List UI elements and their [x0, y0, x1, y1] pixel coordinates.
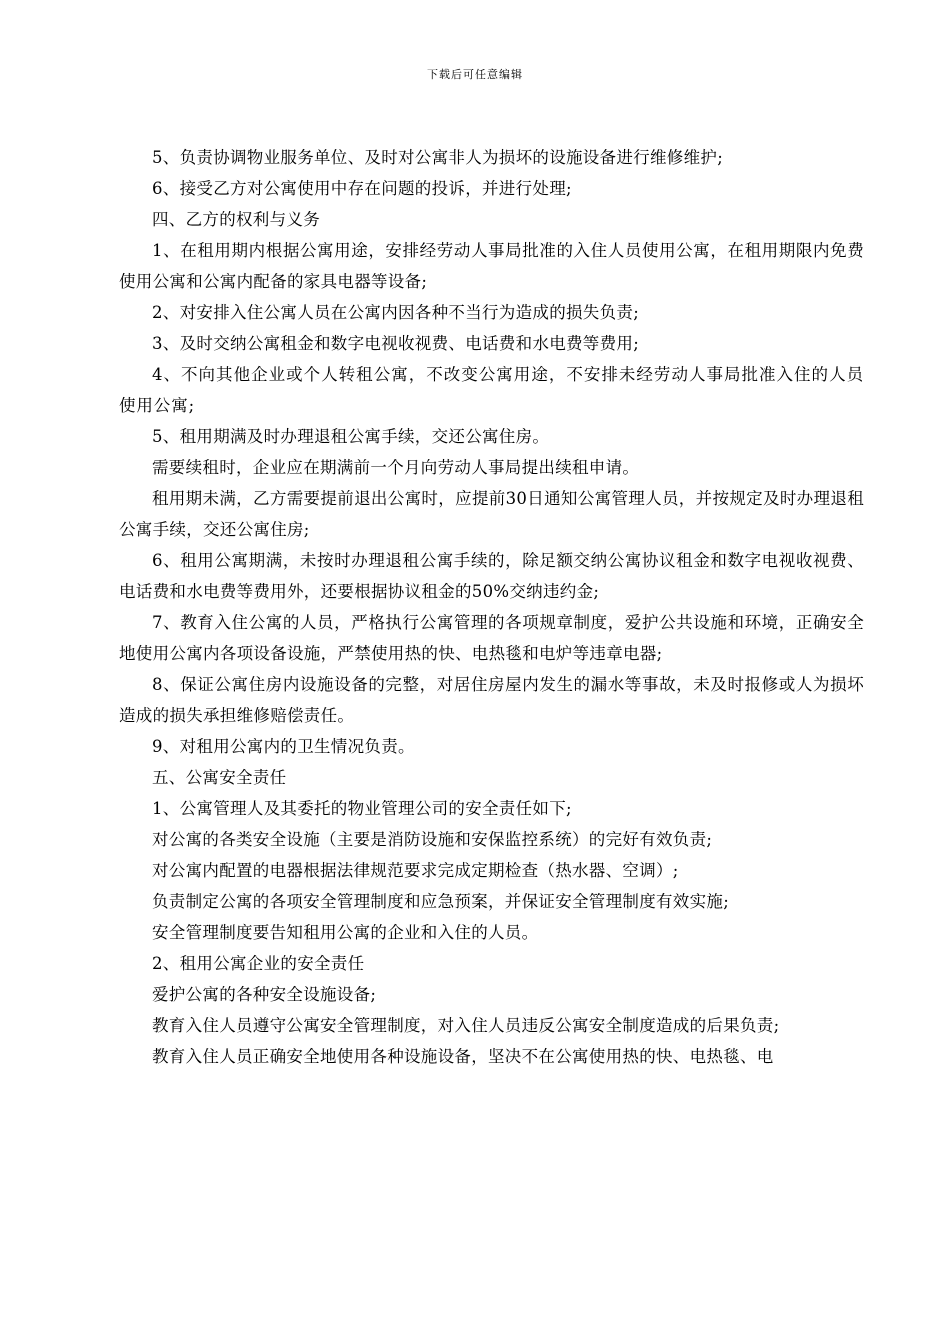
paragraph-16: 1、公寓管理人及其委托的物业管理公司的安全责任如下;: [152, 799, 572, 818]
page-header: 下载后可任意编辑: [427, 68, 523, 81]
paragraph-21: 2、租用公寓企业的安全责任: [152, 954, 365, 973]
paragraph-9: 需要续租时，企业应在期满前一个月向劳动人事局提出续租申请。: [152, 458, 640, 477]
document-body: [119, 142, 864, 1072]
paragraph-13: 8、保证公寓住房内设施设备的完整，对居住房屋内发生的漏水等事故，未及时报修或人为损坏造成的损失承担维修赔偿责任。: [119, 675, 864, 725]
paragraph-1: 5、负责协调物业服务单位、及时对公寓非人为损坏的设施设备进行维修维护;: [152, 148, 724, 167]
paragraph-17: 对公寓的各类安全设施（主要是消防设施和安保监控系统）的完好有效负责;: [152, 830, 713, 849]
paragraph-22: 爱护公寓的各种安全设施设备;: [152, 985, 377, 1004]
section-heading-4: 四、乙方的权利与义务: [152, 210, 320, 229]
paragraph-6: 3、及时交纳公寓租金和数字电视收视费、电话费和水电费等费用;: [152, 334, 640, 353]
paragraph-10: 租用期未满，乙方需要提前退出公寓时，应提前30日通知公寓管理人员，并按规定及时办理退租公寓手续，交还公寓住房;: [119, 489, 864, 539]
paragraph-4: 1、在租用期内根据公寓用途，安排经劳动人事局批准的入住人员使用公寓，在租用期限内免费使用公寓和公寓内配备的家具电器等设备;: [119, 241, 864, 291]
paragraph-7: 4、不向其他企业或个人转租公寓，不改变公寓用途，不安排未经劳动人事局批准入住的人员使用公寓;: [119, 365, 864, 415]
paragraph-8: 5、租用期满及时办理退租公寓手续，交还公寓住房。: [152, 427, 550, 446]
section-heading-5: 五、公寓安全责任: [152, 768, 287, 787]
paragraph-2: 6、接受乙方对公寓使用中存在问题的投诉，并进行处理;: [152, 179, 572, 198]
paragraph-14: 9、对租用公寓内的卫生情况负责。: [152, 737, 415, 756]
paragraph-20: 安全管理制度要告知租用公寓的企业和入住的人员。: [152, 923, 539, 942]
paragraph-18: 对公寓内配置的电器根据法律规范要求完成定期检查（热水器、空调）;: [152, 861, 679, 880]
paragraph-12: 7、教育入住公寓的人员，严格执行公寓管理的各项规章制度，爱护公共设施和环境，正确安全地使用公寓内各项设备设施，严禁使用热的快、电热毯和电炉等违章电器;: [119, 613, 864, 663]
paragraph-23: 教育入住人员遵守公寓安全管理制度，对入住人员违反公寓安全制度造成的后果负责;: [152, 1016, 780, 1035]
paragraph-19: 负责制定公寓的各项安全管理制度和应急预案，并保证安全管理制度有效实施;: [152, 892, 730, 911]
paragraph-5: 2、对安排入住公寓人员在公寓内因各种不当行为造成的损失负责;: [152, 303, 640, 322]
paragraph-24: 教育入住人员正确安全地使用各种设施设备，坚决不在公寓使用热的快、电热毯、电: [152, 1047, 774, 1066]
paragraph-11: 6、租用公寓期满，未按时办理退租公寓手续的，除足额交纳公寓协议租金和数字电视收视费、电话费和水电费等费用外，还要根据协议租金的50%交纳违约金;: [119, 551, 864, 601]
